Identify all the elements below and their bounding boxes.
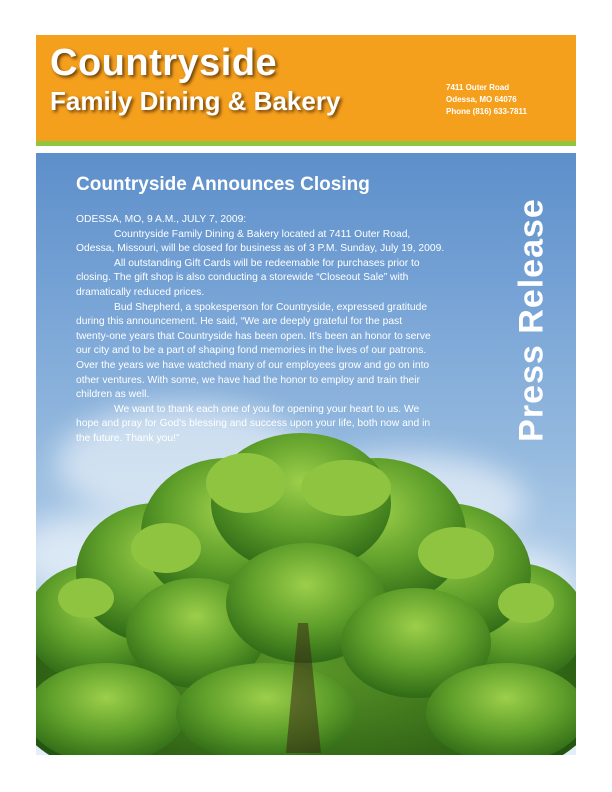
address-street: 7411 Outer Road xyxy=(446,83,510,92)
page-title: Countryside Announces Closing xyxy=(76,174,370,195)
text-line: We want to thank each one of you for opening your heart to us. We xyxy=(114,403,420,415)
text-line: Odessa, Missouri, will be closed for business as of 3 P.M. Sunday, July 19, 2009. xyxy=(76,243,445,255)
text-line: All outstanding Gift Cards will be redeemable for purchases prior to xyxy=(114,257,420,269)
paragraph xyxy=(76,228,486,257)
paragraph xyxy=(76,301,486,403)
brand-subtitle: Family Dining & Bakery xyxy=(50,86,341,116)
text-line: children as well. xyxy=(76,389,150,401)
text-line: dramatically reduced prices. xyxy=(76,286,205,298)
text-line: Bud Shepherd, a spokesperson for Countryside, expressed gratitude xyxy=(114,301,428,313)
text-line: the future. Thank you!” xyxy=(76,432,180,444)
paragraph xyxy=(76,257,486,301)
address-city: Odessa, MO 64076 xyxy=(446,95,517,104)
press-release-label: Press Release xyxy=(512,198,551,442)
paragraph xyxy=(76,403,486,447)
text-line: twenty-one years that Countryside has been open. It’s been an honor to serve xyxy=(76,330,431,342)
text-line: Over the years we have watched many of our employees grow and go on into xyxy=(76,359,430,371)
text-line: Countryside Family Dining & Bakery located at 7411 Outer Road, xyxy=(114,228,411,240)
address-phone: Phone (816) 633-7811 xyxy=(446,107,527,116)
side-label xyxy=(502,175,562,465)
hero-image xyxy=(36,153,576,755)
press-release-body xyxy=(76,213,486,447)
address-block xyxy=(446,82,527,118)
text-line: other ventures. With some, we have had the honor to employ and train their xyxy=(76,374,420,386)
text-line: during this announcement. He said, “We are deeply grateful for the past xyxy=(76,316,403,328)
header-banner xyxy=(36,35,576,141)
brand-name: Countryside xyxy=(50,42,278,84)
text-line: closing. The gift shop is also conducting a storewide “Closeout Sale” with xyxy=(76,272,409,284)
text-line: hope and pray for God’s blessing and success upon your life, both now and in xyxy=(76,418,431,430)
text-line: our city and to be a part of shaping fond memories in the lives of our patrons. xyxy=(76,345,427,357)
dateline: ODESSA, MO, 9 A.M., JULY 7, 2009: xyxy=(76,214,247,225)
divider xyxy=(36,146,576,153)
